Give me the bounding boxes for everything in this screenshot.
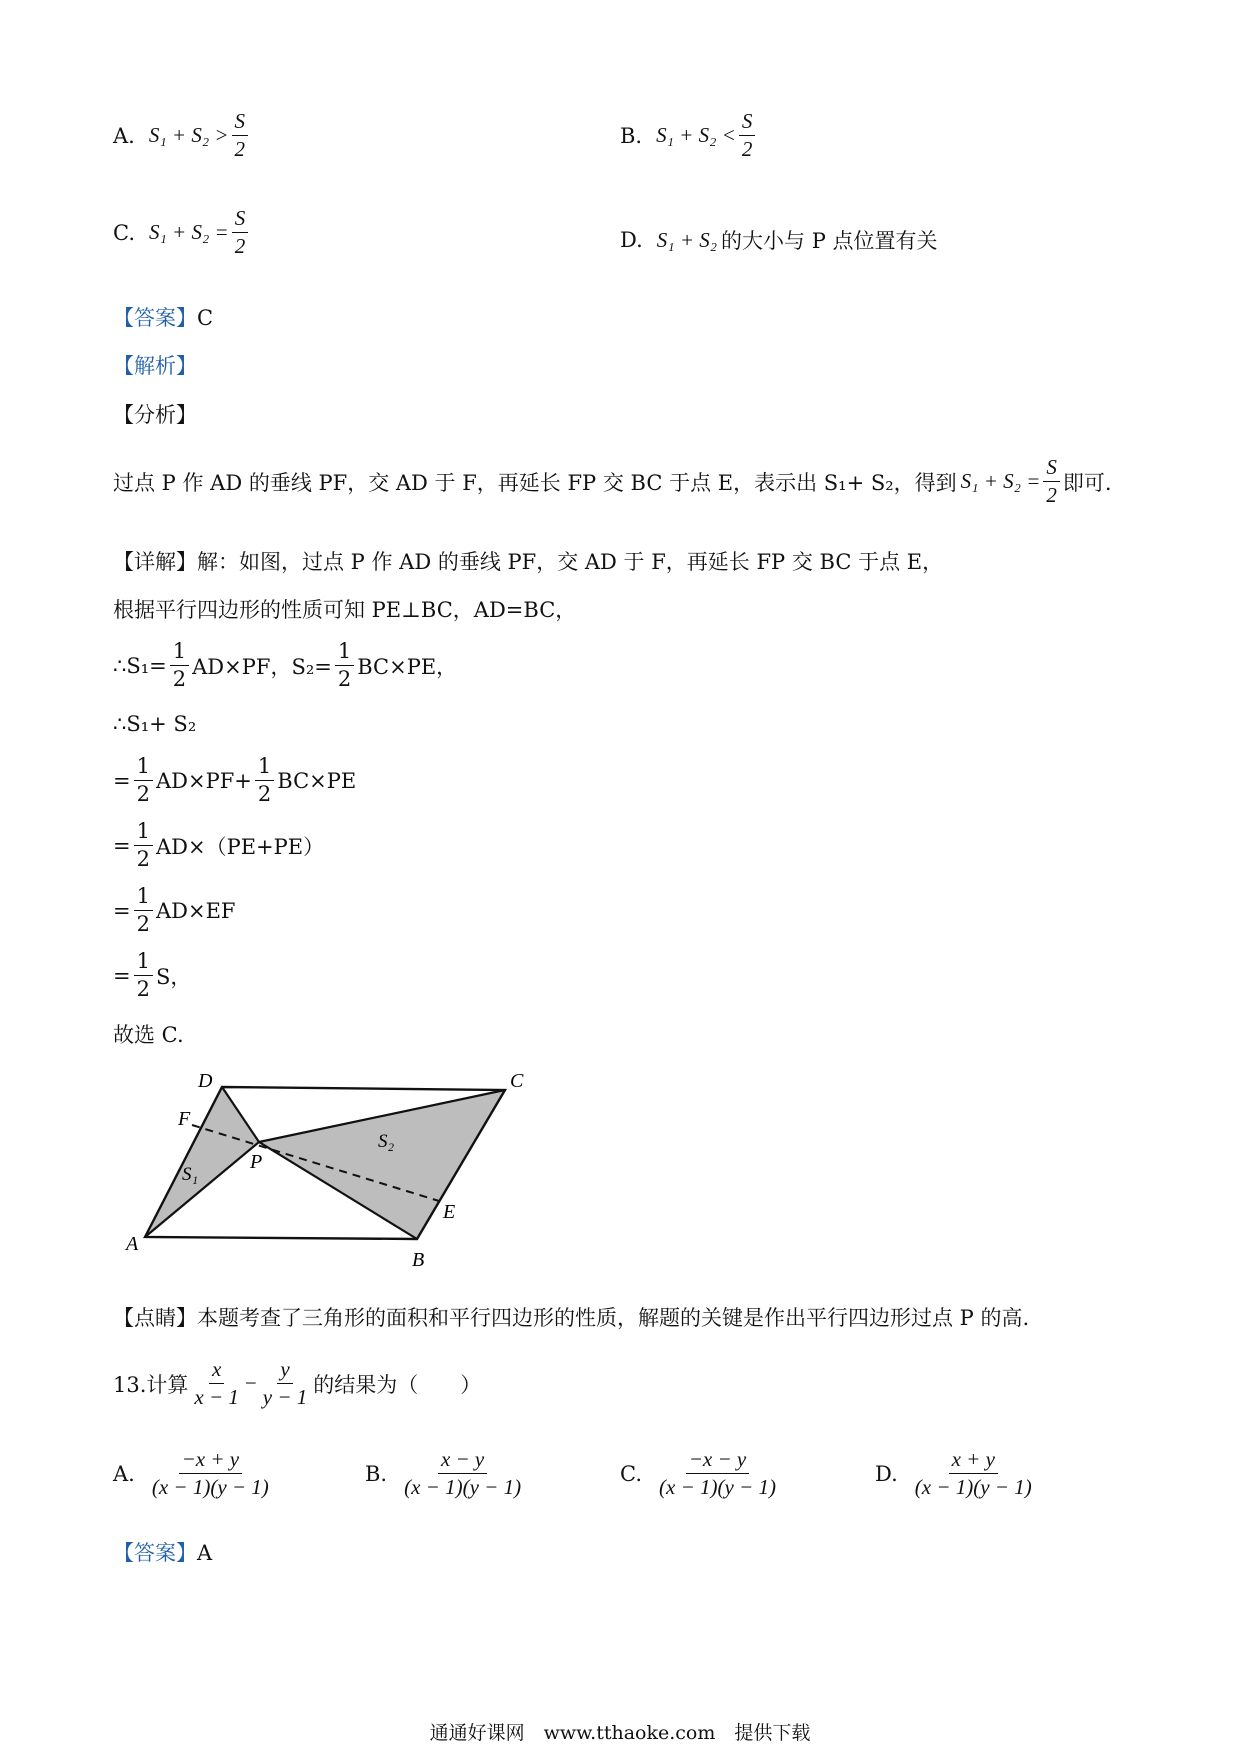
fraction-denominator: 2 (1046, 483, 1057, 508)
fraction (191, 1358, 242, 1409)
detail-line-1 (113, 546, 943, 576)
fraction-one-half (134, 885, 153, 936)
detail-line-2: 根据平行四边形的性质可知 PE⊥BC，AD=BC， (113, 598, 577, 622)
answer-value: A (197, 1541, 213, 1565)
q13-stem-suffix: 的结果为（ ） (313, 1372, 482, 1397)
step-text: AD×PF+ (155, 768, 252, 793)
fraction-numerator: S (232, 207, 249, 233)
label-a: A (126, 1233, 139, 1255)
option-letter: B. (365, 1461, 388, 1486)
answer-tag: 【答案】 (113, 306, 197, 330)
fraction-denominator: x − 1 (194, 1385, 239, 1410)
option-expression: S₁ + S₂ < (656, 123, 736, 148)
label-b: B (412, 1249, 425, 1271)
fraction-denominator: y − 1 (262, 1385, 308, 1410)
step-text: = (113, 963, 131, 988)
fraction (401, 1448, 524, 1499)
detail-line-6 (113, 820, 324, 871)
option-letter: A. (113, 123, 135, 148)
step-text: = (113, 898, 131, 923)
fraction (232, 207, 249, 258)
fraction-denominator: 2 (172, 667, 187, 692)
q13-answer (113, 1537, 212, 1567)
detail-line-5 (113, 755, 356, 806)
fraction (232, 110, 249, 161)
option-expression: S₁ + S₂ > (148, 123, 229, 148)
fenxi-expression: S₁ + S₂ = (960, 469, 1041, 494)
step-text: ∴S₁= (113, 653, 167, 678)
label-s2: S₂ (378, 1131, 395, 1152)
option-letter: C. (620, 1461, 642, 1486)
fraction (260, 1358, 311, 1409)
conclusion: 故选 C. (113, 1023, 184, 1047)
label-s1: S₁ (182, 1164, 199, 1185)
detail-tag: 【详解】 (113, 550, 197, 574)
minus-sign: − (244, 1371, 257, 1396)
step-text: = (113, 768, 131, 793)
fraction-numerator: S (739, 110, 756, 136)
fraction-one-half (255, 755, 274, 806)
q13-stem (113, 1358, 481, 1409)
fraction (1043, 456, 1060, 507)
page-footer: 通通好课网 www.tthaoke.com 提供下载 (429, 1722, 811, 1744)
fraction-denominator: (x − 1)(y − 1) (151, 1475, 269, 1500)
step-text: BC×PE (277, 768, 357, 793)
fraction-numerator: 1 (335, 640, 354, 666)
fraction-denominator: 2 (741, 137, 753, 162)
fraction-numerator: 1 (134, 820, 153, 846)
option-letter: B. (620, 123, 643, 148)
answer-tag: 【答案】 (113, 1541, 197, 1565)
fraction (912, 1448, 1035, 1499)
fraction-numerator: 1 (134, 755, 153, 781)
fraction-denominator: 2 (136, 847, 150, 872)
fenxi-text: 过点 P 作 AD 的垂线 PF，交 AD 于 F，再延长 FP 交 BC 于点 E，表示出 S₁+ S₂，得到 (113, 470, 957, 495)
fraction-one-half (170, 640, 189, 691)
q12-option-c (113, 207, 251, 258)
option-letter: C. (113, 220, 135, 245)
fraction-denominator: 2 (234, 234, 246, 259)
q12-option-a (113, 110, 251, 161)
analysis-tag: 【解析】 (113, 354, 197, 378)
option-letter: D. (875, 1461, 898, 1486)
option-expression: S₁ + S₂ (656, 227, 718, 252)
fraction-numerator: 1 (170, 640, 189, 666)
fraction-denominator: 2 (337, 667, 352, 692)
fraction-one-half (134, 755, 153, 806)
q13-stem-prefix: 13.计算 (113, 1372, 189, 1397)
q13-option-a (113, 1448, 275, 1499)
fraction-denominator: 2 (136, 912, 150, 937)
detail-line-8 (113, 950, 191, 1001)
step-text: S， (155, 964, 192, 989)
q12-option-b (620, 110, 758, 161)
fraction-denominator: (x − 1)(y − 1) (659, 1475, 776, 1500)
fraction-denominator: (x − 1)(y − 1) (914, 1475, 1032, 1500)
fraction-one-half (335, 640, 354, 691)
option-letter: D. (620, 228, 643, 252)
fraction-numerator: x − y (438, 1448, 487, 1474)
detail-text: 解：如图，过点 P 作 AD 的垂线 PF，交 AD 于 F，再延长 FP 交 BC 于点 E， (197, 550, 944, 574)
step-text: BC×PE， (357, 654, 458, 679)
detail-line-3 (113, 640, 457, 691)
fraction-denominator: 2 (136, 782, 150, 807)
answer-value: C (197, 306, 214, 330)
label-c: C (510, 1070, 524, 1092)
step-text: AD×EF (155, 898, 236, 923)
triangle-s1 (145, 1087, 259, 1237)
fenxi-paragraph (113, 456, 1112, 507)
option-tail: 的大小与 P 点位置有关 (721, 229, 938, 253)
fraction-numerator: x (209, 1358, 224, 1384)
step-text: AD×PF，S₂= (192, 654, 332, 679)
q13-option-c (620, 1448, 782, 1499)
detail-line-4: ∴S₁+ S₂ (113, 712, 197, 736)
fraction-one-half (134, 820, 153, 871)
fenxi-tag: 【分析】 (113, 403, 197, 427)
fraction-numerator: 1 (134, 885, 153, 911)
fraction-numerator: −x + y (179, 1448, 242, 1474)
fenxi-tail: 即可. (1062, 470, 1112, 495)
fraction-denominator: 2 (234, 137, 246, 162)
fraction-denominator: 2 (136, 977, 150, 1002)
fraction-denominator: 2 (257, 782, 272, 807)
step-text: AD×（PE+PE） (155, 834, 325, 859)
fraction-one-half (134, 950, 153, 1001)
fraction-numerator: −x − y (686, 1448, 749, 1474)
label-d: D (198, 1070, 213, 1092)
label-p: P (250, 1151, 263, 1173)
fraction-numerator: 1 (134, 950, 153, 976)
label-f: F (178, 1108, 191, 1130)
fraction-numerator: S (232, 110, 249, 136)
q12-answer (113, 302, 213, 332)
fraction-denominator: (x − 1)(y − 1) (404, 1475, 522, 1500)
parallelogram-figure (120, 1060, 550, 1275)
fraction-numerator: 1 (255, 755, 274, 781)
dianjing (113, 1302, 1029, 1332)
q13-option-d (875, 1448, 1038, 1499)
q12-option-d (620, 225, 938, 255)
option-letter: A. (113, 1461, 135, 1486)
fraction-numerator: S (1043, 456, 1060, 482)
dianjing-tag: 【点睛】 (113, 1306, 197, 1330)
fraction-numerator: x + y (949, 1448, 998, 1474)
dianjing-text: 本题考查了三角形的面积和平行四边形的性质，解题的关键是作出平行四边形过点 P 的高. (197, 1306, 1030, 1330)
step-text: = (113, 833, 131, 858)
fraction-numerator: y (277, 1358, 292, 1384)
fraction (149, 1448, 272, 1499)
detail-line-7 (113, 885, 235, 936)
fraction (739, 110, 756, 161)
q13-option-b (365, 1448, 527, 1499)
fraction (656, 1448, 779, 1499)
option-expression: S₁ + S₂ = (149, 220, 229, 245)
label-e: E (443, 1201, 456, 1223)
